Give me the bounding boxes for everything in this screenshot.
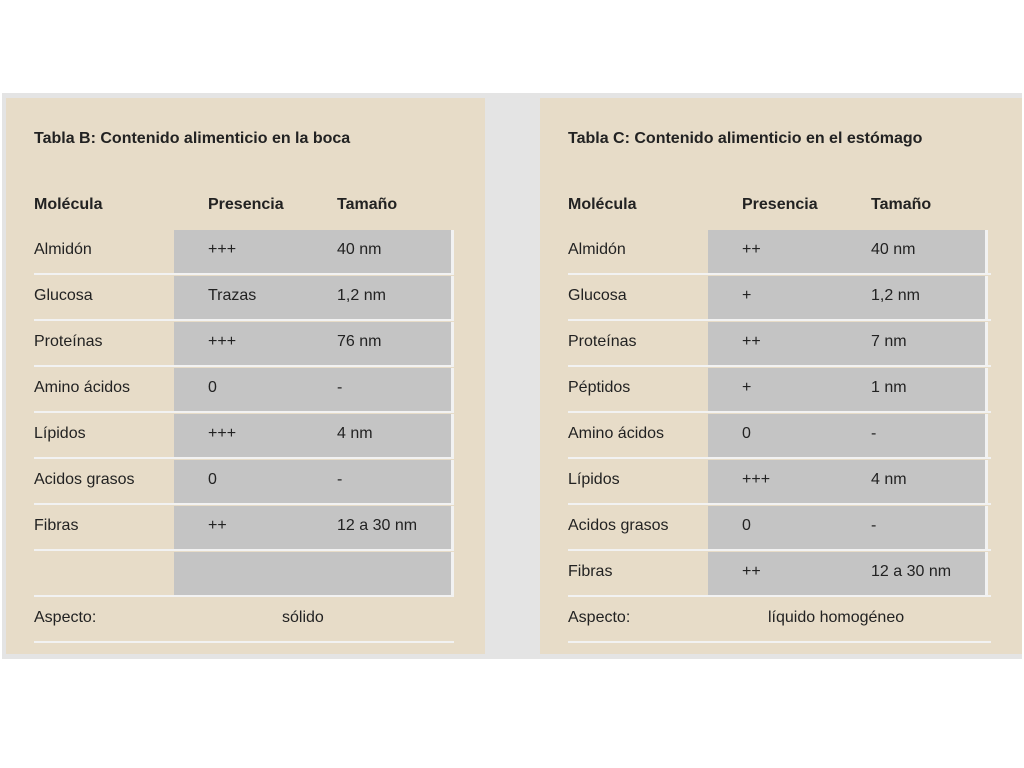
size-cell: 12 a 30 nm <box>337 517 418 534</box>
presence-cell: ++ <box>742 241 761 258</box>
presence-cell: +++ <box>742 471 771 488</box>
row-divider <box>34 503 454 505</box>
table-row <box>6 506 485 552</box>
table-row <box>6 552 485 598</box>
table-row <box>6 276 485 322</box>
presence-cell: + <box>742 379 752 396</box>
molecule-cell: Péptidos <box>568 379 631 396</box>
molecule-cell: Proteínas <box>34 333 103 350</box>
size-cell: - <box>337 471 343 488</box>
row-divider <box>568 641 991 643</box>
table-b-header-presence: Presencia <box>208 196 284 213</box>
table-c-body <box>540 230 1022 598</box>
molecule-cell: Lípidos <box>568 471 620 488</box>
table-row <box>6 414 485 460</box>
row-divider <box>34 549 454 551</box>
row-divider <box>568 319 991 321</box>
molecule-cell: Almidón <box>568 241 626 258</box>
table-cell-shade <box>174 552 454 595</box>
table-c-header-presence: Presencia <box>742 196 818 213</box>
table-row <box>540 230 1022 276</box>
table-row <box>6 460 485 506</box>
size-cell: 76 nm <box>337 333 382 350</box>
molecule-cell: Almidón <box>34 241 92 258</box>
table-row <box>540 552 1022 598</box>
table-b-panel <box>6 98 485 654</box>
table-b-aspect-row <box>6 598 485 644</box>
size-cell: - <box>337 379 343 396</box>
aspect-value: sólido <box>282 609 324 626</box>
molecule-cell: Glucosa <box>34 287 93 304</box>
size-cell: - <box>871 517 877 534</box>
table-row <box>6 368 485 414</box>
table-c-title: Tabla C: Contenido alimenticio en el estómago <box>568 130 923 147</box>
row-divider <box>34 641 454 643</box>
size-cell: 12 a 30 nm <box>871 563 952 580</box>
presence-cell: 0 <box>208 471 217 488</box>
row-divider <box>568 365 991 367</box>
row-divider <box>568 503 991 505</box>
table-row <box>6 230 485 276</box>
presence-cell: ++ <box>742 333 761 350</box>
presence-cell: +++ <box>208 241 237 258</box>
row-divider <box>568 457 991 459</box>
table-b-header-size: Tamaño <box>337 196 398 213</box>
molecule-cell: Acidos grasos <box>568 517 669 534</box>
size-cell: 1 nm <box>871 379 907 396</box>
size-cell: 4 nm <box>871 471 907 488</box>
row-divider <box>568 411 991 413</box>
row-divider <box>568 273 991 275</box>
size-cell: 1,2 nm <box>337 287 386 304</box>
table-row <box>540 506 1022 552</box>
table-c-header-molecule: Molécula <box>568 196 637 213</box>
row-divider <box>34 595 454 597</box>
row-divider <box>568 595 991 597</box>
aspect-value: líquido homogéneo <box>768 609 905 626</box>
molecule-cell: Acidos grasos <box>34 471 135 488</box>
size-cell: - <box>871 425 877 442</box>
table-row <box>540 414 1022 460</box>
aspect-label: Aspecto: <box>34 609 97 626</box>
size-cell: 7 nm <box>871 333 907 350</box>
row-divider <box>34 411 454 413</box>
table-b-header-molecule: Molécula <box>34 196 103 213</box>
size-cell: 4 nm <box>337 425 373 442</box>
aspect-label: Aspecto: <box>568 609 631 626</box>
size-cell: 40 nm <box>337 241 382 258</box>
row-divider <box>34 273 454 275</box>
presence-cell: + <box>742 287 752 304</box>
size-cell: 1,2 nm <box>871 287 920 304</box>
row-divider <box>34 319 454 321</box>
molecule-cell: Lípidos <box>34 425 86 442</box>
molecule-cell: Glucosa <box>568 287 627 304</box>
row-divider <box>34 365 454 367</box>
table-row <box>540 276 1022 322</box>
table-b-title: Tabla B: Contenido alimenticio en la boca <box>34 130 351 147</box>
molecule-cell: Amino ácidos <box>34 379 131 396</box>
presence-cell: ++ <box>742 563 761 580</box>
presence-cell: 0 <box>208 379 217 396</box>
molecule-cell: Fibras <box>568 563 613 580</box>
size-cell: 40 nm <box>871 241 916 258</box>
table-c-panel <box>540 98 1022 654</box>
presence-cell: 0 <box>742 425 751 442</box>
table-row <box>540 368 1022 414</box>
row-divider <box>568 549 991 551</box>
table-row <box>540 322 1022 368</box>
table-row <box>6 322 485 368</box>
table-row <box>540 460 1022 506</box>
presence-cell: 0 <box>742 517 751 534</box>
presence-cell: +++ <box>208 425 237 442</box>
molecule-cell: Amino ácidos <box>568 425 665 442</box>
presence-cell: Trazas <box>208 287 257 304</box>
presence-cell: ++ <box>208 517 227 534</box>
presence-cell: +++ <box>208 333 237 350</box>
table-c-header-size: Tamaño <box>871 196 932 213</box>
table-b-body <box>6 230 485 598</box>
molecule-cell: Fibras <box>34 517 79 534</box>
molecule-cell: Proteínas <box>568 333 637 350</box>
row-divider <box>34 457 454 459</box>
table-c-aspect-row <box>540 598 1022 644</box>
